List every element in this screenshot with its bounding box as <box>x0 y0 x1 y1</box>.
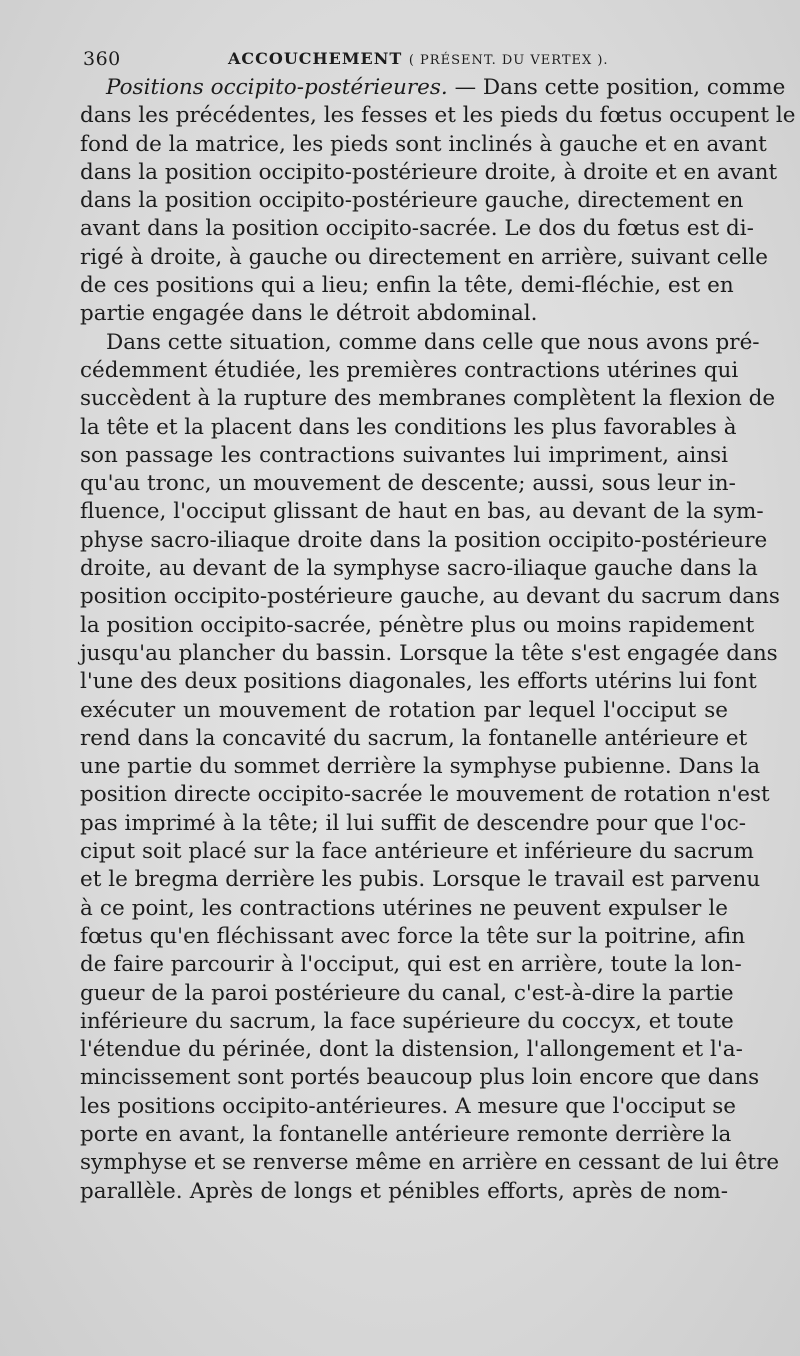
paragraph-2-line: inférieure du sacrum, la face supérieure du coccyx, et toute <box>80 1008 734 1034</box>
paragraph-2-line: les positions occipito-antérieures. A mesure que l'occiput se <box>80 1093 736 1119</box>
paragraph-1-line-1-text: — Dans cette position, comme <box>454 75 786 100</box>
paragraph-2-line: son passage les contractions suivantes lui impriment, ainsi <box>80 442 728 468</box>
paragraph-1-line: dans la position occipito-postérieure gauche, directement en <box>80 188 744 214</box>
paragraph-2-line: fœtus qu'en fléchissant avec force la tête sur la poitrine, afin <box>80 923 746 949</box>
paragraph-2-line: qu'au tronc, un mouvement de descente; aussi, sous leur in- <box>80 471 736 497</box>
body-text <box>80 74 796 1206</box>
paragraph-2-line: symphyse et se renverse même en arrière en cessant de lui être <box>80 1150 780 1176</box>
running-head-subtitle: ( PRÉSENT. DU VERTEX ). <box>408 53 609 68</box>
paragraph-2-line: la tête et la placent dans les conditions les plus favorables à <box>80 414 737 440</box>
paragraph-2-line: droite, au devant de la symphyse sacro-iliaque gauche dans la <box>80 556 758 582</box>
book-page <box>80 44 796 1206</box>
page-number: 360 <box>83 48 121 70</box>
paragraph-1-line: partie engagée dans le détroit abdominal. <box>80 301 538 327</box>
paragraph-2-line: gueur de la paroi postérieure du canal, c'est-à-dire la partie <box>80 980 734 1006</box>
paragraph-2-line: porte en avant, la fontanelle antérieure remonte derrière la <box>80 1121 732 1147</box>
running-head-main: ACCOUCHEMENT <box>228 49 403 68</box>
paragraph-2-line: une partie du sommet derrière la symphyse pubienne. Dans la <box>80 754 761 780</box>
paragraph-2-line: cédemment étudiée, les premières contractions utérines qui <box>80 357 739 383</box>
paragraph-2-line: parallèle. Après de longs et pénibles efforts, après de nom- <box>80 1178 728 1204</box>
paragraph-2-line: l'étendue du périnée, dont la distension, l'allongement et l'a- <box>80 1037 743 1063</box>
paragraph-2-line: exécuter un mouvement de rotation par lequel l'occiput se <box>80 697 728 723</box>
paragraph-1-line: de ces positions qui a lieu; enfin la tête, demi-fléchie, est en <box>80 273 734 299</box>
paragraph-1-line: fond de la matrice, les pieds sont inclinés à gauche et en avant <box>80 131 767 157</box>
paragraph-2-line: position occipito-postérieure gauche, au devant du sacrum dans <box>80 584 780 610</box>
paragraph-1-line: rigé à droite, à gauche ou directement en arrière, suivant celle <box>80 244 768 270</box>
running-head <box>80 44 728 74</box>
paragraph-1-line: avant dans la position occipito-sacrée. Le dos du fœtus est di- <box>80 216 754 242</box>
paragraph-2-line: jusqu'au plancher du bassin. Lorsque la tête s'est engagée dans <box>80 640 778 666</box>
paragraph-2-line: mincissement sont portés beaucoup plus loin encore que dans <box>80 1065 760 1091</box>
paragraph-2-line: position directe occipito-sacrée le mouvement de rotation n'est <box>80 782 770 808</box>
paragraph-1-line-1 <box>80 74 786 102</box>
paragraph-2-line: l'une des deux positions diagonales, les efforts utérins lui font <box>80 669 757 695</box>
paragraph-2-line: et le bregma derrière les pubis. Lorsque le travail est parvenu <box>80 867 761 893</box>
paragraph-2-line: ciput soit placé sur la face antérieure et inférieure du sacrum <box>80 839 754 865</box>
paragraph-2-line: à ce point, les contractions utérines ne peuvent expulser le <box>80 895 728 921</box>
paragraph-2-line: pas imprimé à la tête; il lui suffit de descendre pour que l'oc- <box>80 810 747 836</box>
paragraph-2-line: fluence, l'occiput glissant de haut en bas, au devant de la sym- <box>80 499 764 525</box>
paragraph-2-line: rend dans la concavité du sacrum, la fontanelle antérieure et <box>80 725 748 751</box>
section-heading: Positions occipito-postérieures. <box>106 75 448 100</box>
paragraph-2-line: physe sacro-iliaque droite dans la position occipito-postérieure <box>80 527 768 553</box>
paragraph-1-line: dans les précédentes, les fesses et les pieds du fœtus occupent le <box>80 103 796 129</box>
paragraph-2-line: de faire parcourir à l'occiput, qui est en arrière, toute la lon- <box>80 952 742 978</box>
paragraph-2-line: Dans cette situation, comme dans celle que nous avons pré- <box>106 329 760 355</box>
paragraph-2-line: la position occipito-sacrée, pénètre plus ou moins rapidement <box>80 612 755 638</box>
running-head-title <box>228 44 609 76</box>
paragraph-1-line: dans la position occipito-postérieure droite, à droite et en avant <box>80 159 778 185</box>
paragraph-2-line: succèdent à la rupture des membranes complètent la flexion de <box>80 386 776 412</box>
